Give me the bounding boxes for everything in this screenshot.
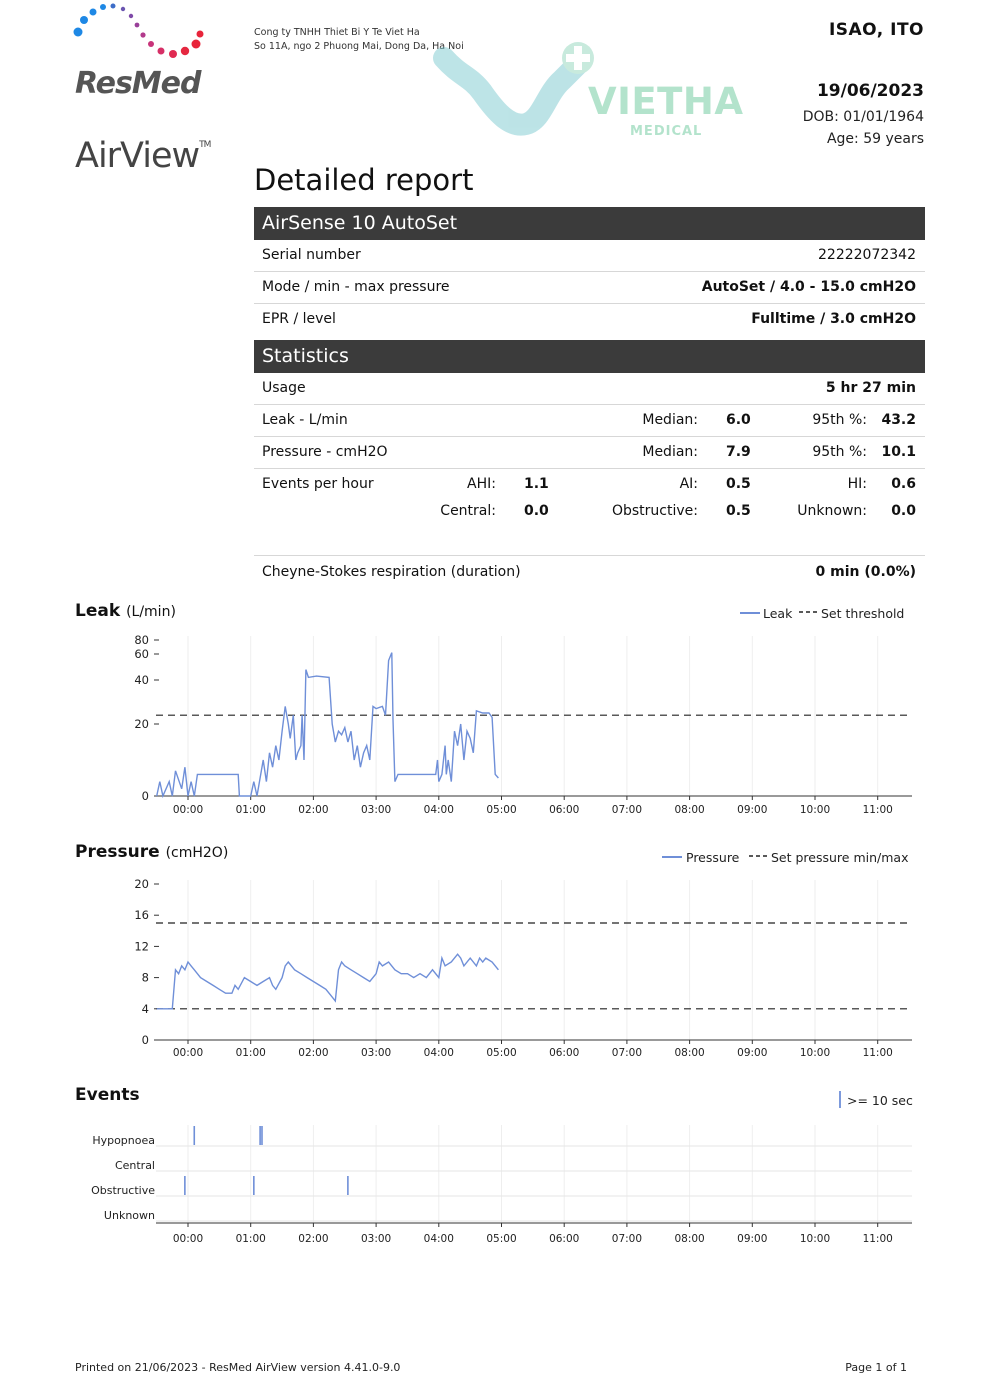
airview-tm: TM <box>199 140 211 150</box>
x-tick-label: 06:00 <box>549 1233 580 1245</box>
leak-row <box>254 405 925 437</box>
x-tick-label: 08:00 <box>674 1233 705 1245</box>
x-tick-label: 11:00 <box>862 1233 893 1245</box>
pressure-title-text: Pressure <box>75 842 160 862</box>
x-tick-label: 07:00 <box>611 1233 643 1245</box>
leak-series-line <box>157 653 499 796</box>
patient-name: ISAO, ITO <box>828 20 924 40</box>
y-tick-label: 16 <box>134 908 149 923</box>
leak-95-label: 95th %: <box>812 412 867 428</box>
vietha-logo-icon <box>444 42 594 125</box>
x-tick-label: 01:00 <box>235 804 266 816</box>
pressure-median-label: Median: <box>642 444 698 460</box>
company-street: So 11A, ngo 2 Phuong Mai, Dong Da, Ha Noi <box>254 41 464 52</box>
ahi-label: AHI: <box>467 476 496 492</box>
x-tick-label: 08:00 <box>674 1047 705 1059</box>
pressure-chart <box>0 840 1000 1070</box>
leak-label: Leak - L/min <box>262 412 348 428</box>
x-tick-label: 02:00 <box>298 1047 329 1059</box>
x-tick-label: 10:00 <box>799 804 831 816</box>
serial-label: Serial number <box>262 247 361 263</box>
mode-row <box>254 272 925 304</box>
vietha-watermark-text: VIETHA <box>588 80 744 123</box>
y-tick-label: 12 <box>134 939 149 954</box>
legend-leak-label: Leak <box>763 606 793 621</box>
hi-value: 0.6 <box>891 476 916 492</box>
logo-dots-icon <box>74 4 204 59</box>
legend-event-label: >= 10 sec <box>847 1093 913 1108</box>
y-tick-label: 4 <box>141 1001 149 1016</box>
pressure-label: Pressure - cmH2O <box>262 444 388 460</box>
leak-median-label: Median: <box>642 412 698 428</box>
x-tick-label: 00:00 <box>172 1233 204 1245</box>
x-tick-label: 03:00 <box>360 804 392 816</box>
pressure-95-value: 10.1 <box>881 444 916 460</box>
epr-label: EPR / level <box>262 311 336 327</box>
central-value: 0.0 <box>524 503 549 519</box>
unknown-label: Unknown: <box>797 503 867 519</box>
mode-label: Mode / min - max pressure <box>262 279 450 295</box>
y-tick-label: 40 <box>134 673 149 687</box>
events-chart <box>0 1085 1000 1255</box>
serial-value: 22222072342 <box>818 247 916 263</box>
x-tick-label: 04:00 <box>423 1047 454 1059</box>
usage-value: 5 hr 27 min <box>825 380 916 396</box>
csr-value: 0 min (0.0%) <box>815 564 916 580</box>
x-tick-label: 02:00 <box>298 804 329 816</box>
x-tick-label: 10:00 <box>799 1233 831 1245</box>
serial-row <box>254 240 925 272</box>
y-tick-label: 0 <box>141 1033 149 1047</box>
pressure-95-label: 95th %: <box>812 444 867 460</box>
x-tick-label: 00:00 <box>172 1047 204 1059</box>
x-tick-label: 00:00 <box>172 804 204 816</box>
x-tick-label: 03:00 <box>360 1047 392 1059</box>
epr-value: Fulltime / 3.0 cmH2O <box>751 311 916 327</box>
y-tick-label: 20 <box>134 877 149 891</box>
resmed-logo-text: ResMed <box>75 66 201 101</box>
mode-value: AutoSet / 4.0 - 15.0 cmH2O <box>701 279 916 295</box>
x-tick-label: 04:00 <box>423 804 454 816</box>
obstructive-label: Obstructive: <box>611 503 698 519</box>
statistics-header: Statistics <box>254 340 925 373</box>
leak-title-unit: (L/min) <box>126 604 176 620</box>
hi-label: HI: <box>847 476 867 492</box>
x-tick-label: 05:00 <box>486 1233 517 1245</box>
patient-dob: DOB: 01/01/1964 <box>802 109 924 125</box>
x-tick-label: 01:00 <box>235 1047 266 1059</box>
events-per-hour-block <box>254 469 925 529</box>
airview-text: AirView <box>75 136 200 176</box>
x-tick-label: 07:00 <box>611 1047 643 1059</box>
central-label: Central: <box>440 503 496 519</box>
y-tick-label: 0 <box>141 789 149 803</box>
x-tick-label: 11:00 <box>862 804 893 816</box>
usage-label: Usage <box>262 380 306 396</box>
y-tick-label: 60 <box>134 647 149 661</box>
leak-95-value: 43.2 <box>881 412 916 428</box>
row-label: Hypopnoea <box>92 1134 155 1147</box>
leak-title-text: Leak <box>75 601 121 621</box>
legend-setpressure-label: Set pressure min/max <box>771 850 909 865</box>
csr-row <box>254 555 925 588</box>
x-tick-label: 06:00 <box>549 1047 580 1059</box>
pressure-series-line <box>157 954 499 1009</box>
report-date: 19/06/2023 <box>816 81 924 101</box>
x-tick-label: 01:00 <box>235 1233 266 1245</box>
patient-age: Age: 59 years <box>826 131 924 147</box>
x-tick-label: 07:00 <box>611 804 643 816</box>
printed-footer: Printed on 21/06/2023 - ResMed AirView version 4.41.0-9.0 <box>75 1361 401 1374</box>
x-tick-label: 08:00 <box>674 804 705 816</box>
row-label: Central <box>114 1159 155 1172</box>
row-label: Unknown <box>103 1209 155 1222</box>
leak-chart <box>0 600 1000 830</box>
x-tick-label: 05:00 <box>486 1047 517 1059</box>
x-tick-label: 10:00 <box>799 1047 831 1059</box>
ahi-value: 1.1 <box>524 476 549 492</box>
leak-median-value: 6.0 <box>726 412 751 428</box>
x-tick-label: 05:00 <box>486 804 517 816</box>
x-tick-label: 02:00 <box>298 1233 329 1245</box>
company-name: Cong ty TNHH Thiet Bi Y Te Viet Ha <box>254 27 420 38</box>
x-tick-label: 04:00 <box>423 1233 454 1245</box>
pressure-median-value: 7.9 <box>726 444 751 460</box>
page-number: Page 1 of 1 <box>845 1361 907 1374</box>
vietha-watermark-sub: MEDICAL <box>630 124 703 139</box>
y-tick-label: 20 <box>134 717 149 731</box>
unknown-value: 0.0 <box>891 503 916 519</box>
pressure-row <box>254 437 925 469</box>
ai-value: 0.5 <box>726 476 751 492</box>
x-tick-label: 09:00 <box>737 804 768 816</box>
legend-pressure-label: Pressure <box>686 850 740 865</box>
events-title-text: Events <box>75 1085 140 1105</box>
legend-threshold-label: Set threshold <box>821 606 905 621</box>
y-tick-label: 8 <box>141 970 149 985</box>
resmed-logo-arc <box>72 2 212 64</box>
vietha-watermark-shape <box>430 36 600 144</box>
ai-label: AI: <box>679 476 698 492</box>
y-tick-label: 80 <box>134 633 149 647</box>
events-label: Events per hour <box>262 476 374 492</box>
device-header: AirSense 10 AutoSet <box>254 207 925 240</box>
x-tick-label: 06:00 <box>549 804 580 816</box>
airview-logo <box>75 136 210 176</box>
obstructive-value: 0.5 <box>726 503 751 519</box>
usage-row <box>254 373 925 405</box>
x-tick-label: 03:00 <box>360 1233 392 1245</box>
row-label: Obstructive <box>91 1184 155 1197</box>
x-tick-label: 09:00 <box>737 1047 768 1059</box>
x-tick-label: 09:00 <box>737 1233 768 1245</box>
pressure-title-unit: (cmH2O) <box>165 845 229 861</box>
epr-row <box>254 304 925 336</box>
page-title: Detailed report <box>254 163 474 197</box>
csr-label: Cheyne-Stokes respiration (duration) <box>262 564 521 580</box>
x-tick-label: 11:00 <box>862 1047 893 1059</box>
